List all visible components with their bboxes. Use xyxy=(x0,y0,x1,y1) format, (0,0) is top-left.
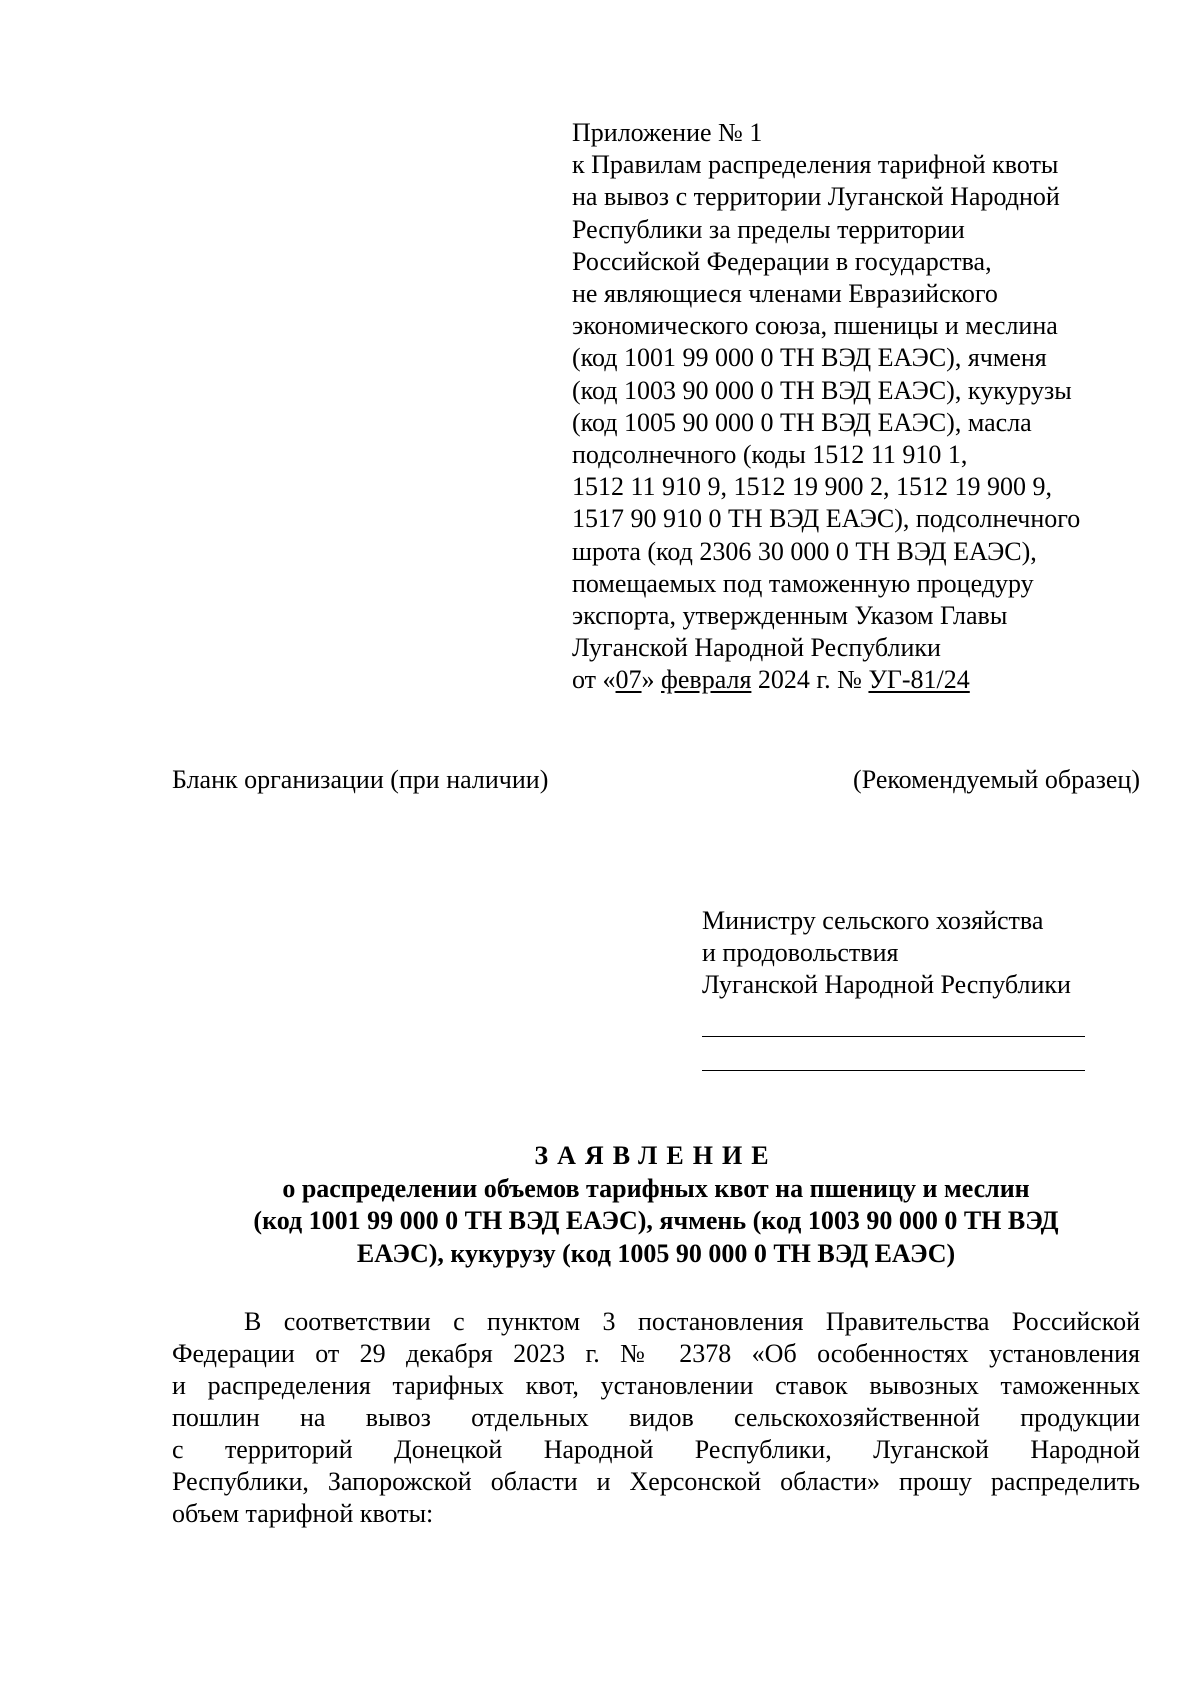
title-heading: ЗАЯВЛЕНИЕ xyxy=(534,1141,778,1170)
decree-number: УГ-81/24 xyxy=(868,665,970,695)
annex-line: шрота (код 2306 30 000 0 ТН ВЭД ЕАЭС), xyxy=(572,536,1037,566)
annex-line: 1512 11 910 9, 1512 19 900 2, 1512 19 900 9, xyxy=(572,472,1053,502)
annex-line: Луганской Народной Республики xyxy=(572,633,941,663)
annex-header xyxy=(572,117,1172,697)
annex-line: помещаемых под таможенную процедуру xyxy=(572,568,1034,598)
date-month: февраля xyxy=(661,665,752,695)
body-line: Федерации от 29 декабря 2023 г. № 2378 «Об особенностях установления xyxy=(172,1339,1140,1368)
annex-line: (код 1003 90 000 0 ТН ВЭД ЕАЭС), кукурузы xyxy=(572,375,1072,405)
body-line: Республики, Запорожской области и Херсонской области» прошу распределить xyxy=(172,1467,1140,1496)
body-line: и распределения тарифных квот, установлении ставок вывозных таможенных xyxy=(172,1371,1140,1400)
addressee-line: и продовольствия xyxy=(702,938,899,967)
body-line: В соответствии с пунктом 3 постановления Правительства Российской xyxy=(244,1307,1140,1336)
annex-line: Российской Федерации в государства, xyxy=(572,246,992,276)
document-title xyxy=(172,1140,1140,1270)
body-line: объем тарифной квоты: xyxy=(172,1499,434,1528)
annex-date-line xyxy=(572,664,1172,696)
annex-line: Республики за пределы территории xyxy=(572,214,965,244)
annex-line: на вывоз с территории Луганской Народной xyxy=(572,182,1060,212)
title-line: ЕАЭС), кукурузу (код 1005 90 000 0 ТН ВЭД ЕАЭС) xyxy=(356,1238,956,1268)
addressee-block xyxy=(702,905,1102,1001)
date-prefix: от « xyxy=(572,665,616,695)
body-line: пошлин на вывоз отдельных видов сельскохозяйственной продукции xyxy=(172,1403,1140,1432)
body-line: с территорий Донецкой Народной Республики, Луганской Народной xyxy=(172,1435,1140,1464)
annex-line: экспорта, утвержденным Указом Главы xyxy=(572,601,1008,631)
date-mid: » xyxy=(641,665,662,695)
title-line: (код 1001 99 000 0 ТН ВЭД ЕАЭС), ячмень (код 1003 90 000 0 ТН ВЭД xyxy=(253,1206,1059,1235)
addressee-name-blank xyxy=(702,1036,1085,1037)
annex-line: Приложение № 1 xyxy=(572,118,763,147)
recommended-sample-label: (Рекомендуемый образец) xyxy=(853,765,1140,794)
annex-line: (код 1005 90 000 0 ТН ВЭД ЕАЭС), масла xyxy=(572,407,1032,437)
annex-line: (код 1001 99 000 0 ТН ВЭД ЕАЭС), ячменя xyxy=(572,343,1047,373)
annex-line: экономического союза, пшеницы и меслина xyxy=(572,311,1058,341)
application-body xyxy=(172,1306,1140,1530)
date-day: 07 xyxy=(615,665,642,695)
annex-line: к Правилам распределения тарифной квоты xyxy=(572,150,1059,180)
annex-line: 1517 90 910 0 ТН ВЭД ЕАЭС), подсолнечного xyxy=(572,504,1081,534)
date-year: 2024 г. № xyxy=(751,665,869,695)
annex-line: не являющиеся членами Евразийского xyxy=(572,279,998,309)
annex-line: подсолнечного (коды 1512 11 910 1, xyxy=(572,440,968,470)
addressee-name-blank xyxy=(702,1070,1085,1071)
organization-letterhead-label: Бланк организации (при наличии) xyxy=(172,765,549,794)
addressee-line: Министру сельского хозяйства xyxy=(702,906,1044,935)
addressee-line: Луганской Народной Республики xyxy=(702,970,1071,999)
title-line: о распределении объемов тарифных квот на пшеницу и меслин xyxy=(282,1173,1030,1203)
